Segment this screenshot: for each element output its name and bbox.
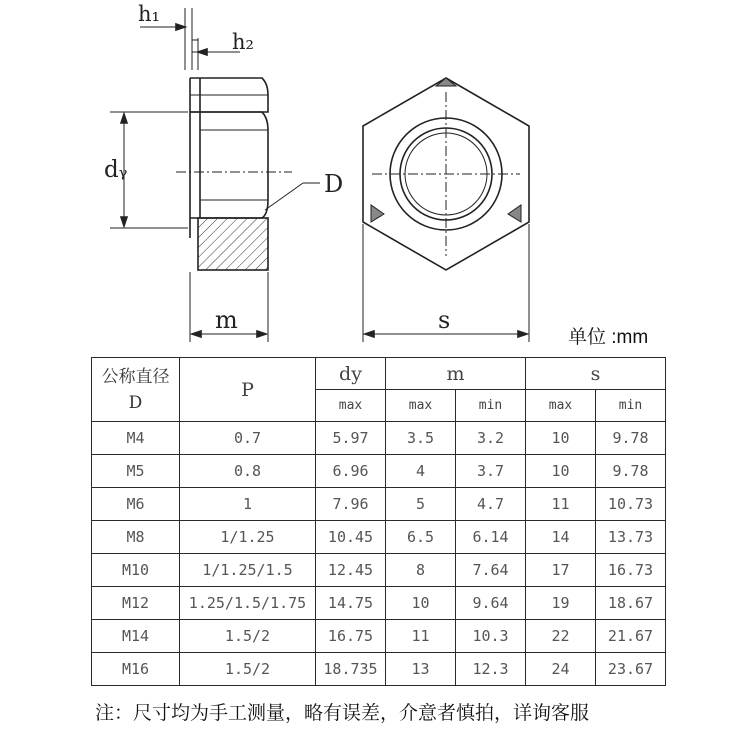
header-s-max: max (526, 390, 596, 422)
cell-m-max: 10 (386, 587, 456, 620)
cell-size: M10 (92, 554, 180, 587)
header-s: s (526, 358, 666, 390)
cell-s-min: 16.73 (596, 554, 666, 587)
table-row (92, 620, 666, 653)
cell-m-max: 6.5 (386, 521, 456, 554)
header-nominal-diameter (92, 358, 180, 422)
cell-m-min: 7.64 (456, 554, 526, 587)
unit-label: 单位 :mm (568, 327, 649, 348)
cell-dy-max: 16.75 (316, 620, 386, 653)
header-dy: dy (316, 358, 386, 390)
cell-pitch: 1/1.25/1.5 (180, 554, 316, 587)
cell-m-min: 12.3 (456, 653, 526, 686)
cell-m-max: 11 (386, 620, 456, 653)
cell-size: M5 (92, 455, 180, 488)
cell-m-max: 5 (386, 488, 456, 521)
cell-m-max: 13 (386, 653, 456, 686)
cell-s-min: 10.73 (596, 488, 666, 521)
cell-m-max: 8 (386, 554, 456, 587)
label-h2: h₂ (232, 30, 254, 54)
cell-m-min: 6.14 (456, 521, 526, 554)
disclaimer-note: 注：尺寸均为手工测量，略有误差，介意者慎拍，详询客服 (95, 703, 590, 724)
table-row (92, 455, 666, 488)
cell-size: M16 (92, 653, 180, 686)
cell-m-min: 4.7 (456, 488, 526, 521)
cell-pitch: 1 (180, 488, 316, 521)
cell-m-min: 10.3 (456, 620, 526, 653)
header-s-min: min (596, 390, 666, 422)
table-body (92, 422, 666, 686)
table-row (92, 488, 666, 521)
cell-size: M6 (92, 488, 180, 521)
cell-s-min: 18.67 (596, 587, 666, 620)
header-dy-max: max (316, 390, 386, 422)
cell-dy-max: 18.735 (316, 653, 386, 686)
header-p: P (180, 358, 316, 422)
header-m-max: max (386, 390, 456, 422)
header-m: m (386, 358, 526, 390)
cell-size: M14 (92, 620, 180, 653)
side-view (110, 8, 320, 342)
spec-table (91, 357, 666, 686)
cell-s-max: 11 (526, 488, 596, 521)
label-h1: h₁ (138, 2, 160, 26)
label-dy: dᵧ (104, 157, 128, 183)
cell-m-min: 3.7 (456, 455, 526, 488)
cell-s-max: 24 (526, 653, 596, 686)
cell-s-max: 22 (526, 620, 596, 653)
cell-dy-max: 7.96 (316, 488, 386, 521)
cell-s-min: 13.73 (596, 521, 666, 554)
cell-size: M12 (92, 587, 180, 620)
cell-pitch: 1.25/1.5/1.75 (180, 587, 316, 620)
table-row (92, 653, 666, 686)
cell-pitch: 1.5/2 (180, 653, 316, 686)
cell-s-max: 14 (526, 521, 596, 554)
cell-m-min: 9.64 (456, 587, 526, 620)
cell-pitch: 0.7 (180, 422, 316, 455)
cell-dy-max: 12.45 (316, 554, 386, 587)
cell-size: M8 (92, 521, 180, 554)
cell-pitch: 1.5/2 (180, 620, 316, 653)
cell-m-max: 3.5 (386, 422, 456, 455)
cell-pitch: 0.8 (180, 455, 316, 488)
table-row (92, 554, 666, 587)
table-row (92, 521, 666, 554)
cell-dy-max: 6.96 (316, 455, 386, 488)
header-nominal-diameter-cn: 公称直径 (101, 366, 170, 386)
cell-s-max: 10 (526, 455, 596, 488)
cell-s-min: 23.67 (596, 653, 666, 686)
cell-dy-max: 14.75 (316, 587, 386, 620)
cell-size: M4 (92, 422, 180, 455)
front-view (363, 78, 529, 342)
cell-pitch: 1/1.25 (180, 521, 316, 554)
cell-dy-max: 10.45 (316, 521, 386, 554)
cell-s-min: 9.78 (596, 422, 666, 455)
table-row (92, 422, 666, 455)
table-row (92, 587, 666, 620)
cell-m-max: 4 (386, 455, 456, 488)
cell-m-min: 3.2 (456, 422, 526, 455)
cell-s-min: 9.78 (596, 455, 666, 488)
header-m-min: min (456, 390, 526, 422)
cell-s-max: 17 (526, 554, 596, 587)
cell-dy-max: 5.97 (316, 422, 386, 455)
label-m: m (215, 306, 238, 334)
label-s: s (438, 306, 451, 334)
header-nominal-diameter-d: D (128, 392, 143, 413)
cell-s-max: 19 (526, 587, 596, 620)
label-D: D (324, 170, 344, 198)
cell-s-max: 10 (526, 422, 596, 455)
cell-s-min: 21.67 (596, 620, 666, 653)
